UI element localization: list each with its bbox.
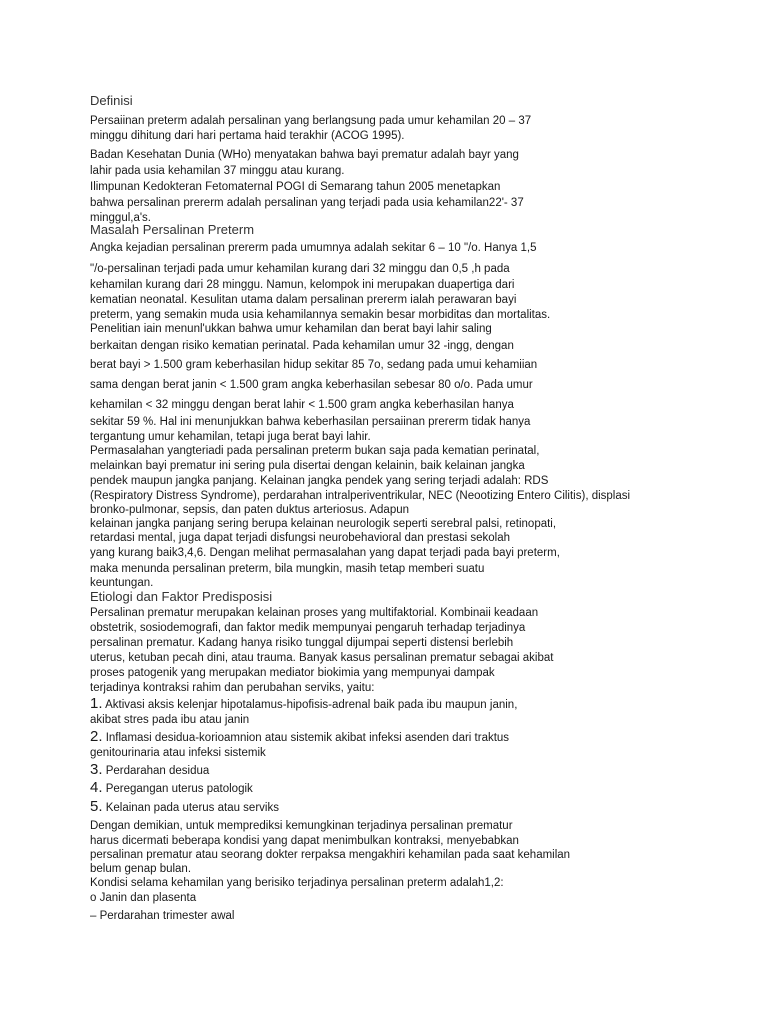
text-line: maka menunda persalinan preterm, bila mungkin, masih tetap memberi suatu [90,563,485,575]
text-line: lahir pada usia kehamilan 37 minggu atau kurang. [90,165,345,177]
text-line: harus dicermati beberapa kondisi yang dapat menimbulkan kontraksi, menyebabkan [90,835,519,847]
text-line: Persaiinan preterm adalah persalinan yang berlangsung pada umur kehamilan 20 – 37 [90,115,532,127]
text-line: persalinan prematur. Kadang hanya risiko tunggal dijumpai seperti distensi berlebih [90,637,514,649]
text-line: bronko-pulmonar, sepsis, dan paten duktus arteriosus. Adapun [90,504,410,516]
text-line: melainkan bayi prematur ini sering pula disertai dengan kelainin, baik kelainan jangka [90,460,525,472]
text-line: belum genap bulan. [90,863,192,875]
list-number: 2. [90,728,103,745]
text-line: keuntungan. [90,577,154,589]
list-text: Kelainan pada uterus atau serviks [105,802,279,814]
list-number: 3. [90,761,103,778]
text-line: Angka kejadian persalinan prererm pada umumnya adalah sekitar 6 – 10 "/o. Hanya 1,5 [90,242,537,254]
text-line: tergantung umur kehamilan, tetapi juga berat bayi lahir. [90,431,371,443]
text-line: preterm, yang semakin muda usia kehamilannya semakin besar morbiditas dan mortalitas. [90,309,551,321]
list-number: 4. [90,779,103,796]
list-item [90,730,509,745]
text-line: terjadinya kontraksi rahim dan perubahan serviks, yaitu: [90,682,375,694]
text-line: pendek maupun jangka panjang. Kelainan jangka pendek yang sering terjadi adalah: RDS [90,475,549,487]
text-line: obstetrik, sosiodemografi, dan faktor medik mempunyai pengaruh terhadap terjadinya [90,622,526,634]
text-line: bahwa persalinan prererm adalah persalinan yang terjadi pada usia kehamilan22'- 37 [90,197,524,209]
text-line: Penelitian iain menunl'ukkan bahwa umur kehamilan dan berat bayi lahir saling [90,323,492,335]
text-line: Permasalahan yangteriadi pada persalinan preterm bukan saja pada kematian perinatal, [90,445,540,457]
text-line: minggul,a's. [90,212,152,224]
list-item [90,781,253,796]
list-number: 1. [90,695,103,712]
text-line: proses patogenik yang merupakan mediator biokimia yang mempunyai dampak [90,667,495,679]
text-line: Ilimpunan Kedokteran Fetomaternal POGI di Semarang tahun 2005 menetapkan [90,181,501,193]
text-line: (Respiratory Distress Syndrome), perdarahan intralperiventrikular, NEC (Neootizing Entero Cilitis), displasi [90,490,631,502]
text-line: Persalinan prematur merupakan kelainan proses yang multifaktorial. Kombinaii keadaan [90,607,539,619]
text-line: kelainan jangka panjang sering berupa kelainan neurologik seperti serebral palsi, retinopati, [90,518,557,530]
heading-definisi: Definisi [90,93,133,108]
text-line: sekitar 59 %. Hal ini menunjukkan bahwa keberhasilan persaiinan prererm tidak hanya [90,416,531,428]
text-line: kematian neonatal. Kesulitan utama dalam persalinan prererm ialah perawaran bayi [90,294,517,306]
text-line: kehamilan kurang dari 28 minggu. Namun, kelompok ini merupakan duapertiga dari [90,279,515,291]
text-line: Kondisi selama kehamilan yang berisiko terjadinya persalinan preterm adalah1,2: [90,877,504,889]
text-line: minggu dihitung dari hari pertama haid terakhir (ACOG 1995). [90,130,405,142]
list-text: Inflamasi desidua-korioamnion atau sistemik akibat infeksi asenden dari traktus [105,732,510,744]
text-line: o Janin dan plasenta [90,892,197,904]
list-item-continuation: akibat stres pada ibu atau janin [90,714,250,726]
text-line: berkaitan dengan risiko kematian perinatal. Pada kehamilan umur 32 -ingg, dengan [90,340,514,352]
heading-etiologi: Etiologi dan Faktor Predisposisi [90,589,273,604]
heading-masalah: Masalah Persalinan Preterm [90,222,255,237]
text-line: yang kurang baik3,4,6. Dengan melihat permasalahan yang dapat terjadi pada bayi preterm, [90,547,560,559]
list-text: Perdarahan desidua [105,765,210,777]
list-item [90,763,209,778]
list-number: 5. [90,798,103,815]
list-text: Aktivasi aksis kelenjar hipotalamus-hipofisis-adrenal baik pada ibu maupun janin, [105,699,518,711]
text-line: Badan Kesehatan Dunia (WHo) menyatakan bahwa bayi prematur adalah bayr yang [90,149,519,161]
text-line: retardasi mental, juga dapat terjadi disfungsi neurobehavioral dan prestasi sekolah [90,532,511,544]
list-item [90,800,279,815]
text-line: – Perdarahan trimester awal [90,910,235,922]
text-line: uterus, ketuban pecah dini, atau trauma. Banyak kasus persalinan prematur sebagai akibat [90,652,554,664]
text-line: berat bayi > 1.500 gram keberhasilan hidup sekitar 85 7o, sedang pada umui kehamiian [90,359,538,371]
text-line: kehamilan < 32 minggu dengan berat lahir < 1.500 gram angka keberhasilan hanya [90,399,514,411]
text-line: "/o-persalinan terjadi pada umur kehamilan kurang dari 32 minggu dan 0,5 ,h pada [90,263,510,275]
list-text: Peregangan uterus patologik [105,783,253,795]
list-item [90,697,517,712]
list-item-continuation: genitourinaria atau infeksi sistemik [90,747,266,759]
text-line: Dengan demikian, untuk memprediksi kemungkinan terjadinya persalinan prematur [90,820,513,832]
text-line: persalinan prematur atau seorang dokter rerpaksa mengakhiri kehamilan pada saat kehamilan [90,849,571,861]
text-line: sama dengan berat janin < 1.500 gram angka keberhasilan sebesar 80 o/o. Pada umur [90,379,533,391]
